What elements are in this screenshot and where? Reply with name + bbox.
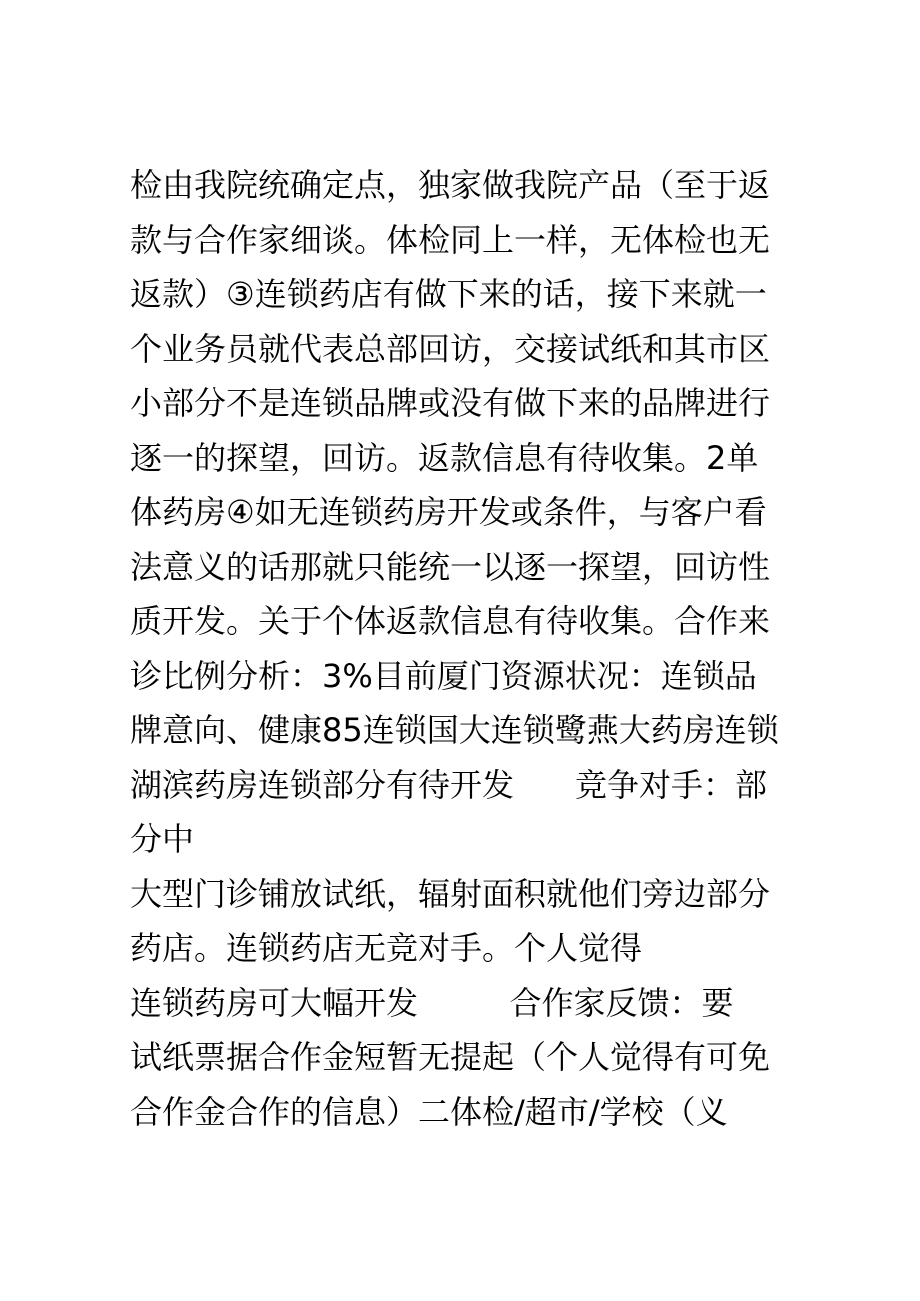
text-line: 个业务员就代表总部回访，交接试纸和其市区 [130, 329, 771, 368]
text-line: 大型门诊铺放试纸，辐射面积就他们旁边部分 [130, 874, 771, 913]
text-line: 试纸票据合作金短暂无提起（个人觉得有可免 [130, 1038, 771, 1076]
body-text [130, 158, 810, 1139]
text-line: 连锁药房可大幅开发 合作家反馈：要 [130, 983, 734, 1022]
text-line: 法意义的话那就只能统一以逐一探望，回访性 [130, 547, 771, 586]
text-line: 体药房④如无连锁药房开发或条件，与客户看 [130, 493, 767, 531]
text-line: 分中 [130, 820, 195, 858]
text-line: 质开发。关于个体返款信息有待收集。合作来 [130, 602, 771, 640]
text-line: 款与合作家细谈。体检同上一样，无体检也无 [130, 220, 771, 259]
text-line: 诊比例分析：3%目前厦门资源状况：连锁品 [130, 656, 757, 695]
text-line: 逐一的探望，回访。返款信息有待收集。2单 [130, 438, 759, 477]
text-line: 牌意向、健康85连锁国大连锁鹭燕大药房连锁 [130, 711, 779, 749]
text-line: 湖滨药房连锁部分有待开发 竞争对手：部 [130, 765, 768, 804]
text-line: 检由我院统确定点，独家做我院产品（至于返 [130, 166, 771, 204]
text-line: 小部分不是连锁品牌或没有做下来的品牌进行 [130, 384, 771, 422]
text-line: 药店。连锁药店无竞对手。个人觉得 [130, 929, 643, 967]
text-line: 返款）③连锁药店有做下来的话，接下来就一 [130, 275, 767, 313]
text-line: 合作金合作的信息）二体检/超市/学校（义 [130, 1092, 728, 1131]
